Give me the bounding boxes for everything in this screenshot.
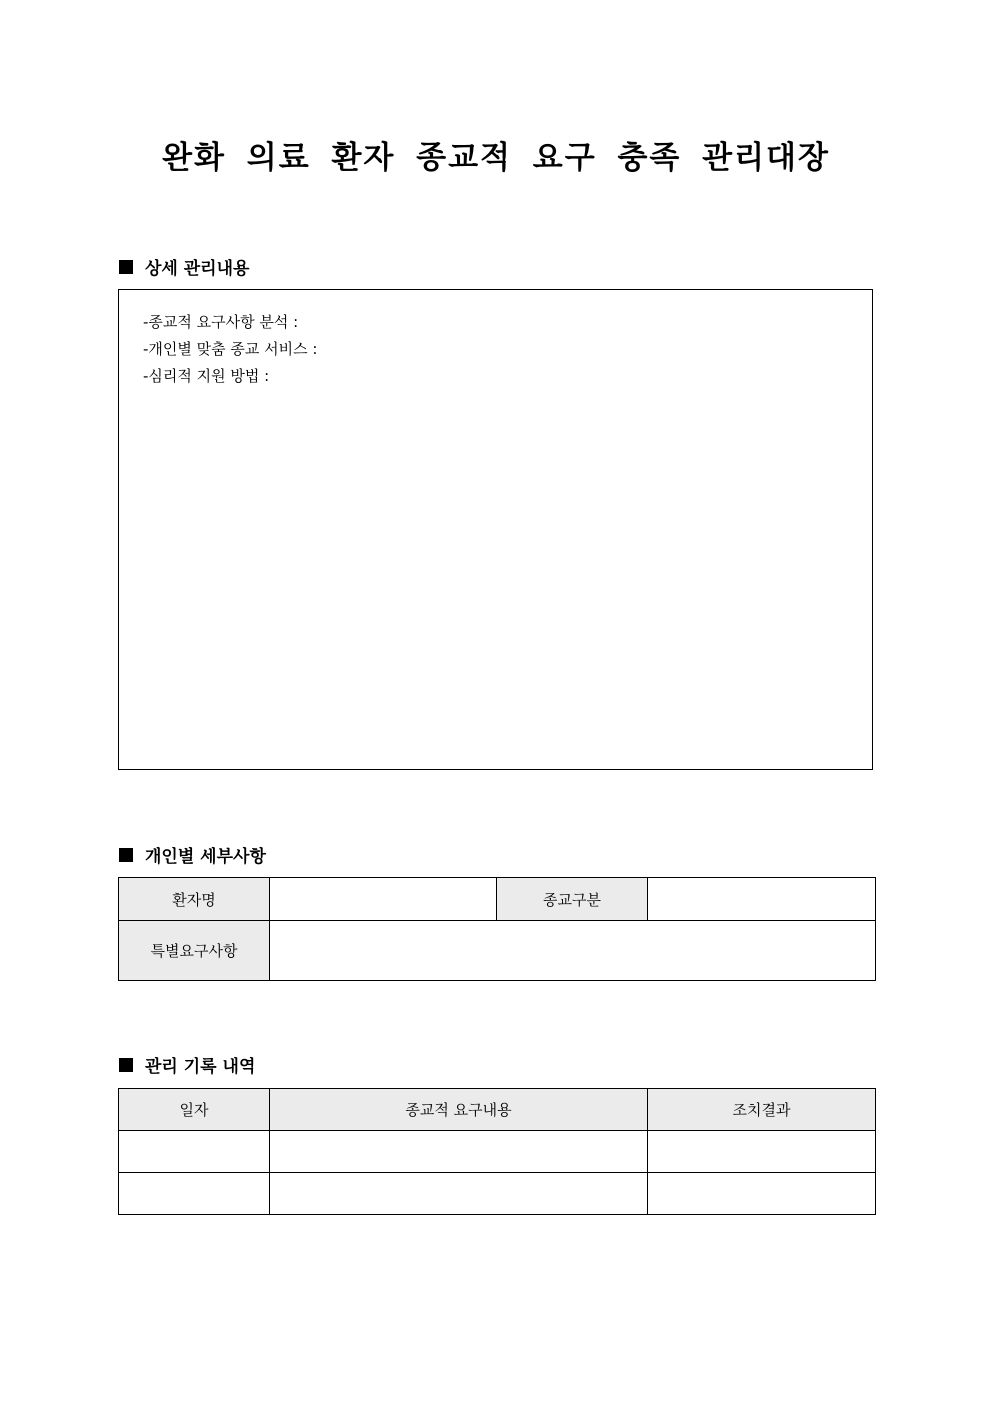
detail-line-religious-needs: -종교적 요구사항 분석 : [143, 313, 299, 331]
square-bullet-icon [119, 260, 133, 274]
column-header-date: 일자 [119, 1089, 270, 1131]
section-heading-label: 상세 관리내용 [145, 259, 250, 279]
section-heading-detail [119, 254, 249, 279]
table-header-row [119, 1089, 876, 1131]
column-header-result: 조치결과 [648, 1089, 876, 1131]
patient-name-label: 환자명 [119, 878, 270, 921]
page-title: 완화 의료 환자 종교적 요구 충족 관리대장 [162, 140, 830, 176]
section-heading-personal [119, 842, 266, 867]
record-request-cell[interactable] [270, 1131, 648, 1173]
section-heading-label: 관리 기록 내역 [145, 1057, 256, 1077]
square-bullet-icon [119, 848, 133, 862]
patient-name-field[interactable] [270, 878, 497, 921]
square-bullet-icon [119, 1058, 133, 1072]
personal-details-table [118, 877, 876, 981]
special-request-field[interactable] [270, 921, 876, 981]
record-result-cell[interactable] [648, 1173, 876, 1215]
table-row [119, 1173, 876, 1215]
detail-content-box[interactable] [118, 289, 873, 770]
detail-line-custom-service: -개인별 맞춤 종교 서비스 : [143, 340, 318, 358]
record-request-cell[interactable] [270, 1173, 648, 1215]
table-row [119, 1131, 876, 1173]
record-result-cell[interactable] [648, 1131, 876, 1173]
record-date-cell[interactable] [119, 1173, 270, 1215]
religion-field[interactable] [648, 878, 876, 921]
religion-label: 종교구분 [497, 878, 648, 921]
section-heading-label: 개인별 세부사항 [145, 847, 266, 867]
table-row [119, 878, 876, 921]
records-table [118, 1088, 876, 1215]
special-request-label: 특별요구사항 [119, 921, 270, 981]
section-heading-records [119, 1052, 255, 1077]
record-date-cell[interactable] [119, 1131, 270, 1173]
table-row [119, 921, 876, 981]
detail-line-psych-support: -심리적 지원 방법 : [143, 367, 270, 385]
column-header-request: 종교적 요구내용 [270, 1089, 648, 1131]
